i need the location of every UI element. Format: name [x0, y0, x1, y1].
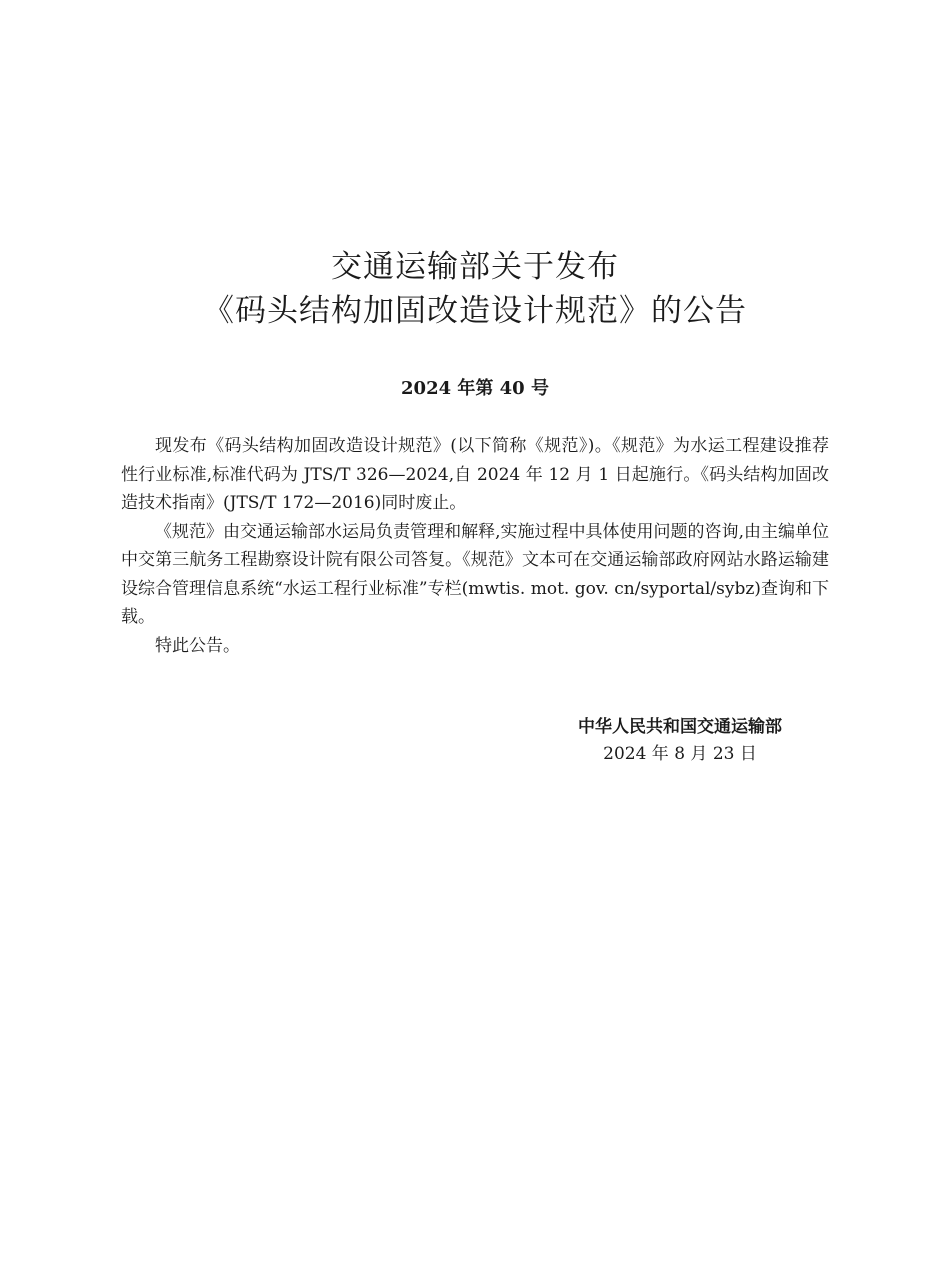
signature-date: 2024 年 8 月 23 日	[603, 744, 757, 764]
signature-block	[540, 714, 820, 768]
paragraph-management: 《规范》由交通运输部水运局负责管理和解释,实施过程中具体使用问题的咨询,由主编单位中交第三航务工程勘察设计院有限公司答复。《规范》文本可在交通运输部政府网站水路运输建设综合管理信息系统“水运工程行业标准”专栏(mwtis. mot. gov. cn/syportal/sybz)查询和下载。	[121, 521, 829, 627]
paragraph-announcement: 现发布《码头结构加固改造设计规范》(以下简称《规范》)。《规范》为水运工程建设推荐性行业标准,标准代码为 JTS/T 326—2024,自 2024 年 12 月 1 日起施行。《码头结构加固改造技术指南》(JTS/T 172—2016)同时废止。	[121, 436, 829, 513]
document-body	[121, 432, 829, 660]
document-title-line-2: 《码头结构加固改造设计规范》的公告	[203, 293, 747, 329]
document-title-line-1: 交通运输部关于发布	[331, 249, 619, 285]
paragraph-closing: 特此公告。	[155, 635, 240, 656]
document-number: 2024 年第 40 号	[401, 378, 549, 399]
signature-organization: 中华人民共和国交通运输部	[578, 717, 782, 737]
